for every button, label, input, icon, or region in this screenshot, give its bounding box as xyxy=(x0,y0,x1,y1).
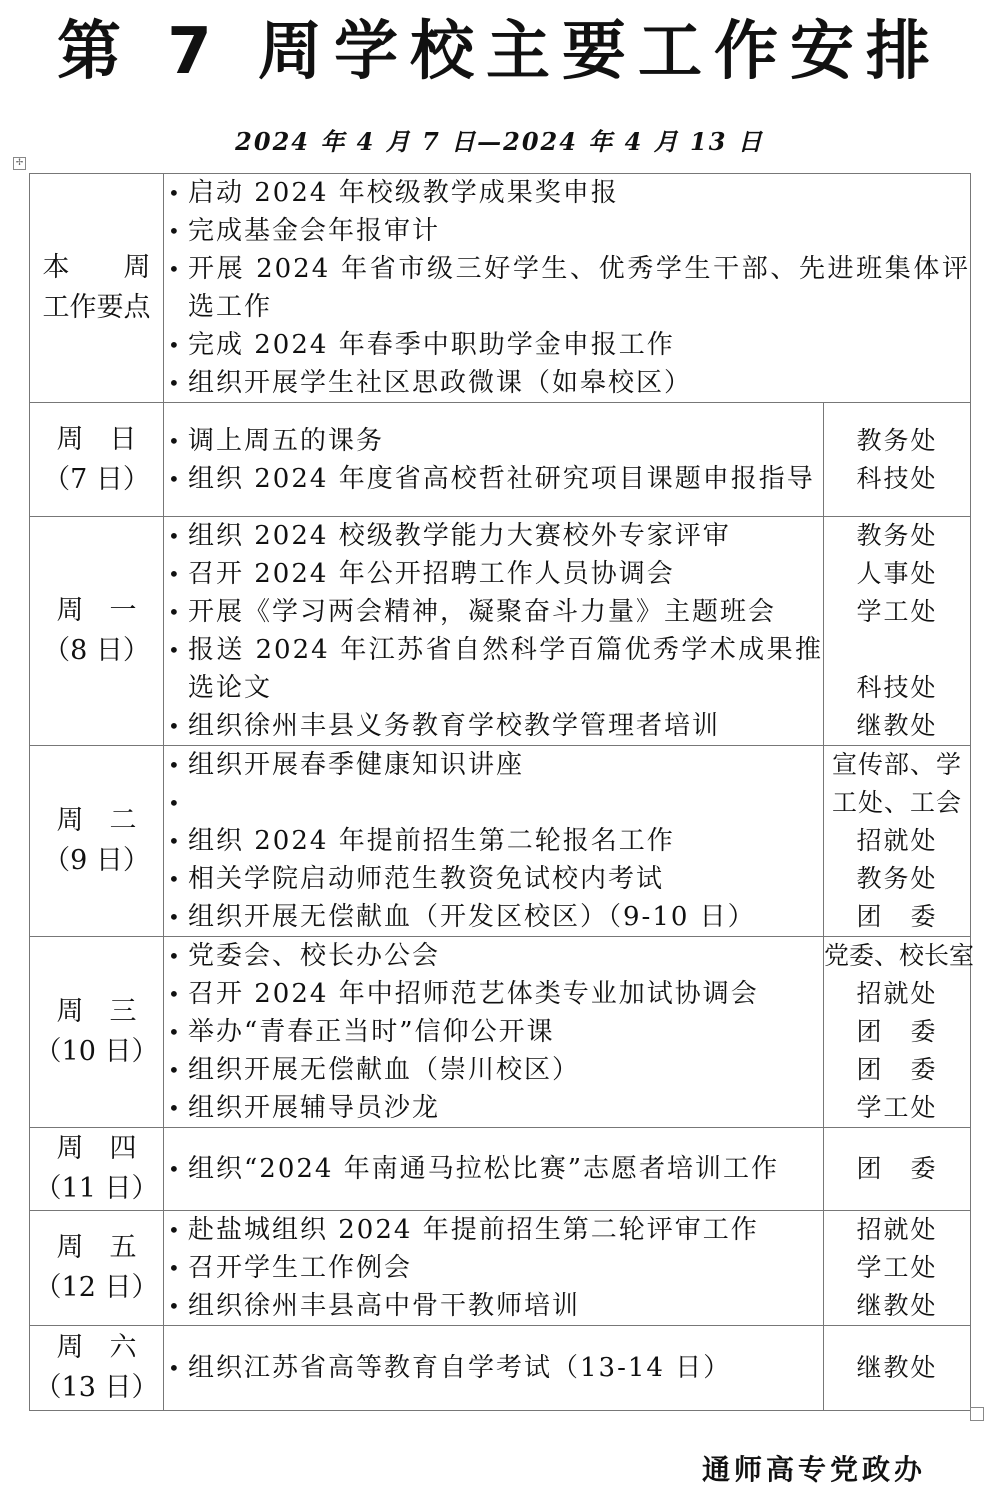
dept-label: 继教处 xyxy=(856,1291,938,1320)
dept-cell xyxy=(824,746,971,937)
dept-cell xyxy=(824,1326,971,1411)
day-items-cell xyxy=(164,1128,824,1211)
list-item: • 组织江苏省高等教育自学考试（13-14 日） xyxy=(164,1349,823,1387)
dept-label: 继教处 xyxy=(856,711,938,740)
list-item: • 开展《学习两会精神，凝聚奋斗力量》主题班会 xyxy=(164,593,823,631)
list-item: • 调上周五的课务 xyxy=(164,422,823,460)
summary-label-cell xyxy=(30,174,164,403)
dept-label: 教务处 xyxy=(856,425,938,455)
list-item: • 开展 2024 年省市级三好学生、优秀学生干部、先进班集体评选工作 xyxy=(164,250,970,326)
list-item: • 组织开展无偿献血（开发区校区）（9-10 日） xyxy=(164,898,823,936)
day-label-cell xyxy=(30,1128,164,1211)
dept-cell xyxy=(824,1128,971,1211)
dept-label: 招就处 xyxy=(856,979,938,1008)
day-date: （7 日） xyxy=(43,463,150,495)
dept-label: 团 委 xyxy=(856,1017,938,1046)
summary-row xyxy=(30,174,971,403)
dept-label: 团 委 xyxy=(856,1055,938,1084)
day-label-cell xyxy=(30,1326,164,1411)
list-item: • 组织开展学生社区思政微课（如皋校区） xyxy=(164,364,970,402)
dept-cell xyxy=(824,937,975,1128)
dept-label: 团 委 xyxy=(856,1154,938,1183)
list-item: • 组织徐州丰县义务教育学校教学管理者培训 xyxy=(164,707,823,745)
dept-label: 科技处 xyxy=(856,673,938,702)
dept-label: 继教处 xyxy=(856,1353,938,1382)
dept-label: 人事处 xyxy=(856,559,938,588)
dept-label: 学工处 xyxy=(856,1253,938,1282)
day-date: （10 日） xyxy=(34,1036,159,1067)
day-items-cell xyxy=(164,517,824,746)
summary-label-line1: 本 周 xyxy=(42,252,151,283)
day-date: （9 日） xyxy=(43,845,150,876)
dept-label: 宣传部、学工处、工会 xyxy=(832,750,963,817)
table-row xyxy=(30,937,971,1128)
day-date: （13 日） xyxy=(34,1372,159,1403)
list-item: • 组织开展辅导员沙龙 xyxy=(164,1089,823,1127)
table-resize-handle[interactable] xyxy=(970,1407,984,1421)
day-items-cell xyxy=(164,937,824,1128)
day-label-cell xyxy=(30,746,164,937)
dept-cell xyxy=(824,403,971,517)
dept-label: 招就处 xyxy=(856,826,938,855)
table-row xyxy=(30,1326,971,1411)
dept-cell xyxy=(824,1211,971,1326)
day-label-cell xyxy=(30,1211,164,1326)
page-title: 第 7 周学校主要工作安排 xyxy=(56,15,943,89)
day-items-cell xyxy=(164,1211,824,1326)
list-item: • 组织徐州丰县高中骨干教师培训 xyxy=(164,1287,823,1325)
day-date: （11 日） xyxy=(34,1173,159,1204)
dept-label: 科技处 xyxy=(856,463,938,493)
dept-label xyxy=(824,631,970,669)
list-item: • 组织 2024 年度省高校哲社研究项目课题申报指导 xyxy=(164,460,823,498)
dept-label: 招就处 xyxy=(856,1215,938,1244)
list-item: • 党委会、校长办公会 xyxy=(164,937,823,975)
list-item: • 启动 2024 年校级教学成果奖申报 xyxy=(164,174,970,212)
date-range: 2024 年 4 月 7 日—2024 年 4 月 13 日 xyxy=(235,127,764,156)
day-date: （8 日） xyxy=(43,635,150,666)
schedule-table xyxy=(29,173,975,1411)
list-item: • 完成基金会年报审计 xyxy=(164,212,970,250)
list-item: • 组织开展春季健康知识讲座 xyxy=(164,746,823,784)
day-name: 周四 xyxy=(56,1133,163,1164)
summary-label-line2: 工作要点 xyxy=(42,292,151,323)
list-item: • 报送 2024 年江苏省自然科学百篇优秀学术成果推选论文 xyxy=(164,631,823,707)
day-name: 周六 xyxy=(56,1332,163,1363)
table-row xyxy=(30,1128,971,1211)
dept-label: 学工处 xyxy=(856,1093,938,1122)
dept-cell xyxy=(824,517,971,746)
day-items-cell xyxy=(164,1326,824,1411)
dept-label: 教务处 xyxy=(856,864,938,893)
day-name: 周二 xyxy=(56,805,163,836)
table-row xyxy=(30,746,971,937)
list-item: • 召开 2024 年公开招聘工作人员协调会 xyxy=(164,555,823,593)
day-date: （12 日） xyxy=(34,1272,159,1303)
day-name: 周日 xyxy=(56,423,163,455)
day-label-cell xyxy=(30,937,164,1128)
summary-items-list xyxy=(164,174,970,402)
dept-label: 团 委 xyxy=(856,902,938,931)
dept-label: 学工处 xyxy=(856,597,938,626)
list-item: • 组织开展无偿献血（崇川校区） xyxy=(164,1051,823,1089)
dept-label: 党委、校长室 xyxy=(824,941,975,970)
table-row xyxy=(30,403,971,517)
day-name: 周一 xyxy=(56,595,163,626)
footer-signature: 通师高专党政办 xyxy=(702,1453,927,1486)
table-move-handle-icon[interactable]: ✢ xyxy=(13,157,26,170)
day-items-cell xyxy=(164,403,824,517)
list-item: • 完成 2024 年春季中职助学金申报工作 xyxy=(164,326,970,364)
table-row xyxy=(30,1211,971,1326)
table-row xyxy=(30,517,971,746)
list-item: • 赴盐城组织 2024 年提前招生第二轮评审工作 xyxy=(164,1211,823,1249)
list-item: • 组织“2024 年南通马拉松比赛”志愿者培训工作 xyxy=(164,1150,823,1188)
day-label-cell xyxy=(30,403,164,517)
list-item: • 组织 2024 校级教学能力大赛校外专家评审 xyxy=(164,517,823,555)
list-item: • 召开学生工作例会 xyxy=(164,1249,823,1287)
day-label-cell xyxy=(30,517,164,746)
day-name: 周五 xyxy=(56,1232,163,1263)
list-item: • 举办“青春正当时”信仰公开课 xyxy=(164,1013,823,1051)
blank-line xyxy=(164,784,823,822)
day-name: 周三 xyxy=(56,996,163,1027)
list-item: • 召开 2024 年中招师范艺体类专业加试协调会 xyxy=(164,975,823,1013)
day-items-cell xyxy=(164,746,824,937)
list-item: • 相关学院启动师范生教资免试校内考试 xyxy=(164,860,823,898)
dept-label: 教务处 xyxy=(856,521,938,550)
summary-items-cell xyxy=(164,174,971,403)
list-item: • 组织 2024 年提前招生第二轮报名工作 xyxy=(164,822,823,860)
